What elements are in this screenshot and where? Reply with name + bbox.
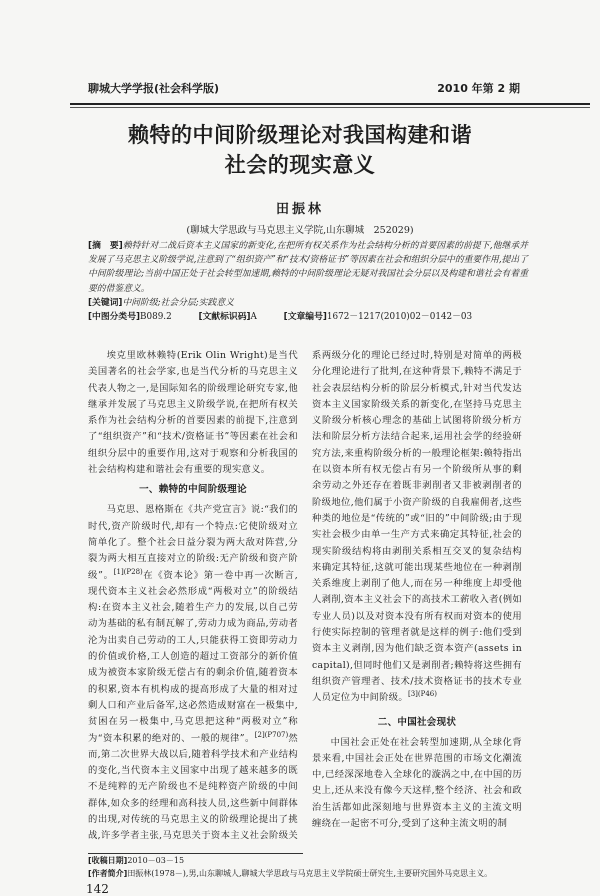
paragraph-china: 中国社会正处在社会转型加速期,从全球化背景来看,中国社会正处在世界范围的市场文化潮流中,已经深深地卷入全球化的漩涡之中,在中国的历史上,还从来没有像今天这样,整个经济、社会和政治生活都如此深刻地与世界资本主义的主流文明缠绕在一起密不可分,受到了这种主流文明的制 <box>312 736 522 830</box>
doc-code-value: A <box>250 312 257 323</box>
abstract <box>88 239 528 296</box>
abstract-label: [摘 要] <box>88 241 123 251</box>
clc-value: B089.2 <box>140 312 172 323</box>
paragraph-text: 马克思、恩格斯在《共产党宣言》说:“我们的时代,资产阶级时代,却有一个特点:它使阶级对立简单化了。整个社会日益分裂为两大敌对阵营,分裂为两大相互直接对立的阶级:无产阶级和资产阶级”。 <box>88 504 298 581</box>
article-body-flow <box>88 348 522 896</box>
paragraph-text: 然而,第二次世界大战以后,随着科学技术和产业结构的变化,当代资本主义国家中出现了越来越多的既不是纯粹的无产阶级也不是纯粹资产阶级的中间群体,如众多的经理和高科技人员,这些新中间群体的出现,对传统的马克思主义的阶级理论提出了挑战,许多学者主张,马克思关于资本主义社会阶级关系两级分化的理论已经过时,特别是对简单的两极分化理论进行了批判,在这种背景下,赖特不满足于社会表层结构分析的阶层分析模式,针对当代发达资本主义国家阶级关系的新变化,在坚持马克思主义阶级分析核心理念的基础上试图将阶级分析方法和阶层分析方法结合起来,运用社会学的经验研究方法,来重构阶级分析的一般理论框架:赖特指出在以资本所有权无偿占有另一个阶级所从事的剩余劳动之外还存在着既非剥削者又非被剥削者的阶级地位,他们属于小资产阶级的自我雇佣者,这些种类的地位是“传统的”或“旧的”中间阶级;由于现实社会极少由单一生产方式来确定其特征,社会的现实阶级结构将由剥削关系相互交叉的复杂结构来确定其特征,这就可能出现某些地位在一种剥削关系维度上剥削了他人,而在另一种维度上却受他人剥削,资本主义社会下的高技术工薪收入者(例如专业人员)以及对资本没有所有权而对资本的使用行使实际控制的管理者就是这样的例子:他们受到资本主义剥削,因为他们缺乏资本资产(assets in capital),但同时他们又是剥削者;赖特将这些拥有组织资产管理者、技术/技术资格证书的技术专业人员定位为中间阶级。 <box>88 350 522 842</box>
author-name: 田振林 <box>275 202 324 217</box>
keywords-text: 中间阶级;社会分层;实践意义 <box>122 297 234 308</box>
citation: [3](P46) <box>407 690 437 699</box>
doc-code-label: [文献标识码] <box>198 312 251 323</box>
title-line-1: 赖特的中间阶级理论对我国构建和谐 <box>128 122 472 147</box>
journal-name: 聊城大学学报(社会科学版) <box>88 82 220 95</box>
article-no-label: [文章编号] <box>283 312 327 323</box>
bio-text: 田振林(1978－),男,山东聊城人,聊城大学思政与马克思主义学院硕士研究生,主要研究国外马克思主义。 <box>127 868 493 878</box>
classification-line <box>88 310 528 324</box>
header-rule <box>70 103 590 105</box>
citation: [1](P28) <box>113 567 143 576</box>
section-heading-2: 二、中国社会现状 <box>377 716 457 728</box>
bio-label: [作者简介] <box>88 868 128 878</box>
body-text <box>88 348 522 845</box>
page-number: 142 <box>86 881 109 896</box>
citation: [2](P707) <box>254 730 289 739</box>
article-title <box>0 120 600 180</box>
issue-label: 2010 年第 2 期 <box>437 82 520 95</box>
article-no-value: 1672－1217(2010)02－0142－03 <box>326 312 473 323</box>
received-date <box>88 854 522 867</box>
abstract-text: 赖特针对二战后资本主义国家的新变化,在把所有权关系作为社会结构分析的首要因素的前提下,他继承并发展了马克思主义阶级学说,注意到了“组织资产”和“技术/资格证书”等因素在社会和组织分层中的重要作用,提出了中间阶级理论;当前中国正处于社会转型加速期,赖特的中间阶级理论无疑对我国社会分层以及构建和谐社会有着重要的借鉴意义。 <box>88 241 529 294</box>
clc-label: [中图分类号] <box>88 312 141 323</box>
received-label: [收稿日期] <box>88 855 128 865</box>
paragraph-text: 在《资本论》第一卷中再一次断言,现代资本主义社会必然形成“两极对立”的阶级结构:在资本主义社会,随着生产力的发展,以自己劳动为基础的私有制瓦解了,劳动力成为商品,劳动者沦为出卖自己劳动的工人,只能获得工资即劳动力的价值或价格,工人创造的超过工资部分的新价值成为被资本家阶级无偿占有的剩余价值,随着资本的积累,资本有机构成的提高形成了大量的相对过剩人口和产业后备军,这必然造成财富在一极集中,贫困在另一极集中,马克思把这种“两极对立”称为“资本积累的绝对的、一般的规律”。 <box>88 569 299 744</box>
author-bio <box>88 867 522 880</box>
author-affiliation: (聊城大学思政与马克思主义学院,山东聊城 252029) <box>186 225 414 236</box>
keywords <box>88 296 528 310</box>
received-value: 2010－03－15 <box>127 855 185 865</box>
abstract-block <box>88 239 528 324</box>
section-heading-1: 一、赖特的中间阶级理论 <box>139 484 247 496</box>
title-line-2: 社会的现实意义 <box>224 152 376 177</box>
intro-paragraph: 埃克里欧林赖特(Erik Olin Wright)是当代美国著名的社会学家,也是当代分析的马克思主义代表人物之一,是国际知名的阶级理论研究专家,他继承并发展了马克思主义阶级学说,在把所有权关系作为社会结构分析的首要因素的前提下,注意到了“组织资产”和“技术/资格证书”等因素在社会和组织分层中的重要作用,这对于观察和分析我国的社会结构构建和谐社会有重要的现实意义。 <box>88 350 298 476</box>
keywords-label: [关键词] <box>88 297 123 308</box>
header-rule-thin <box>70 107 590 108</box>
